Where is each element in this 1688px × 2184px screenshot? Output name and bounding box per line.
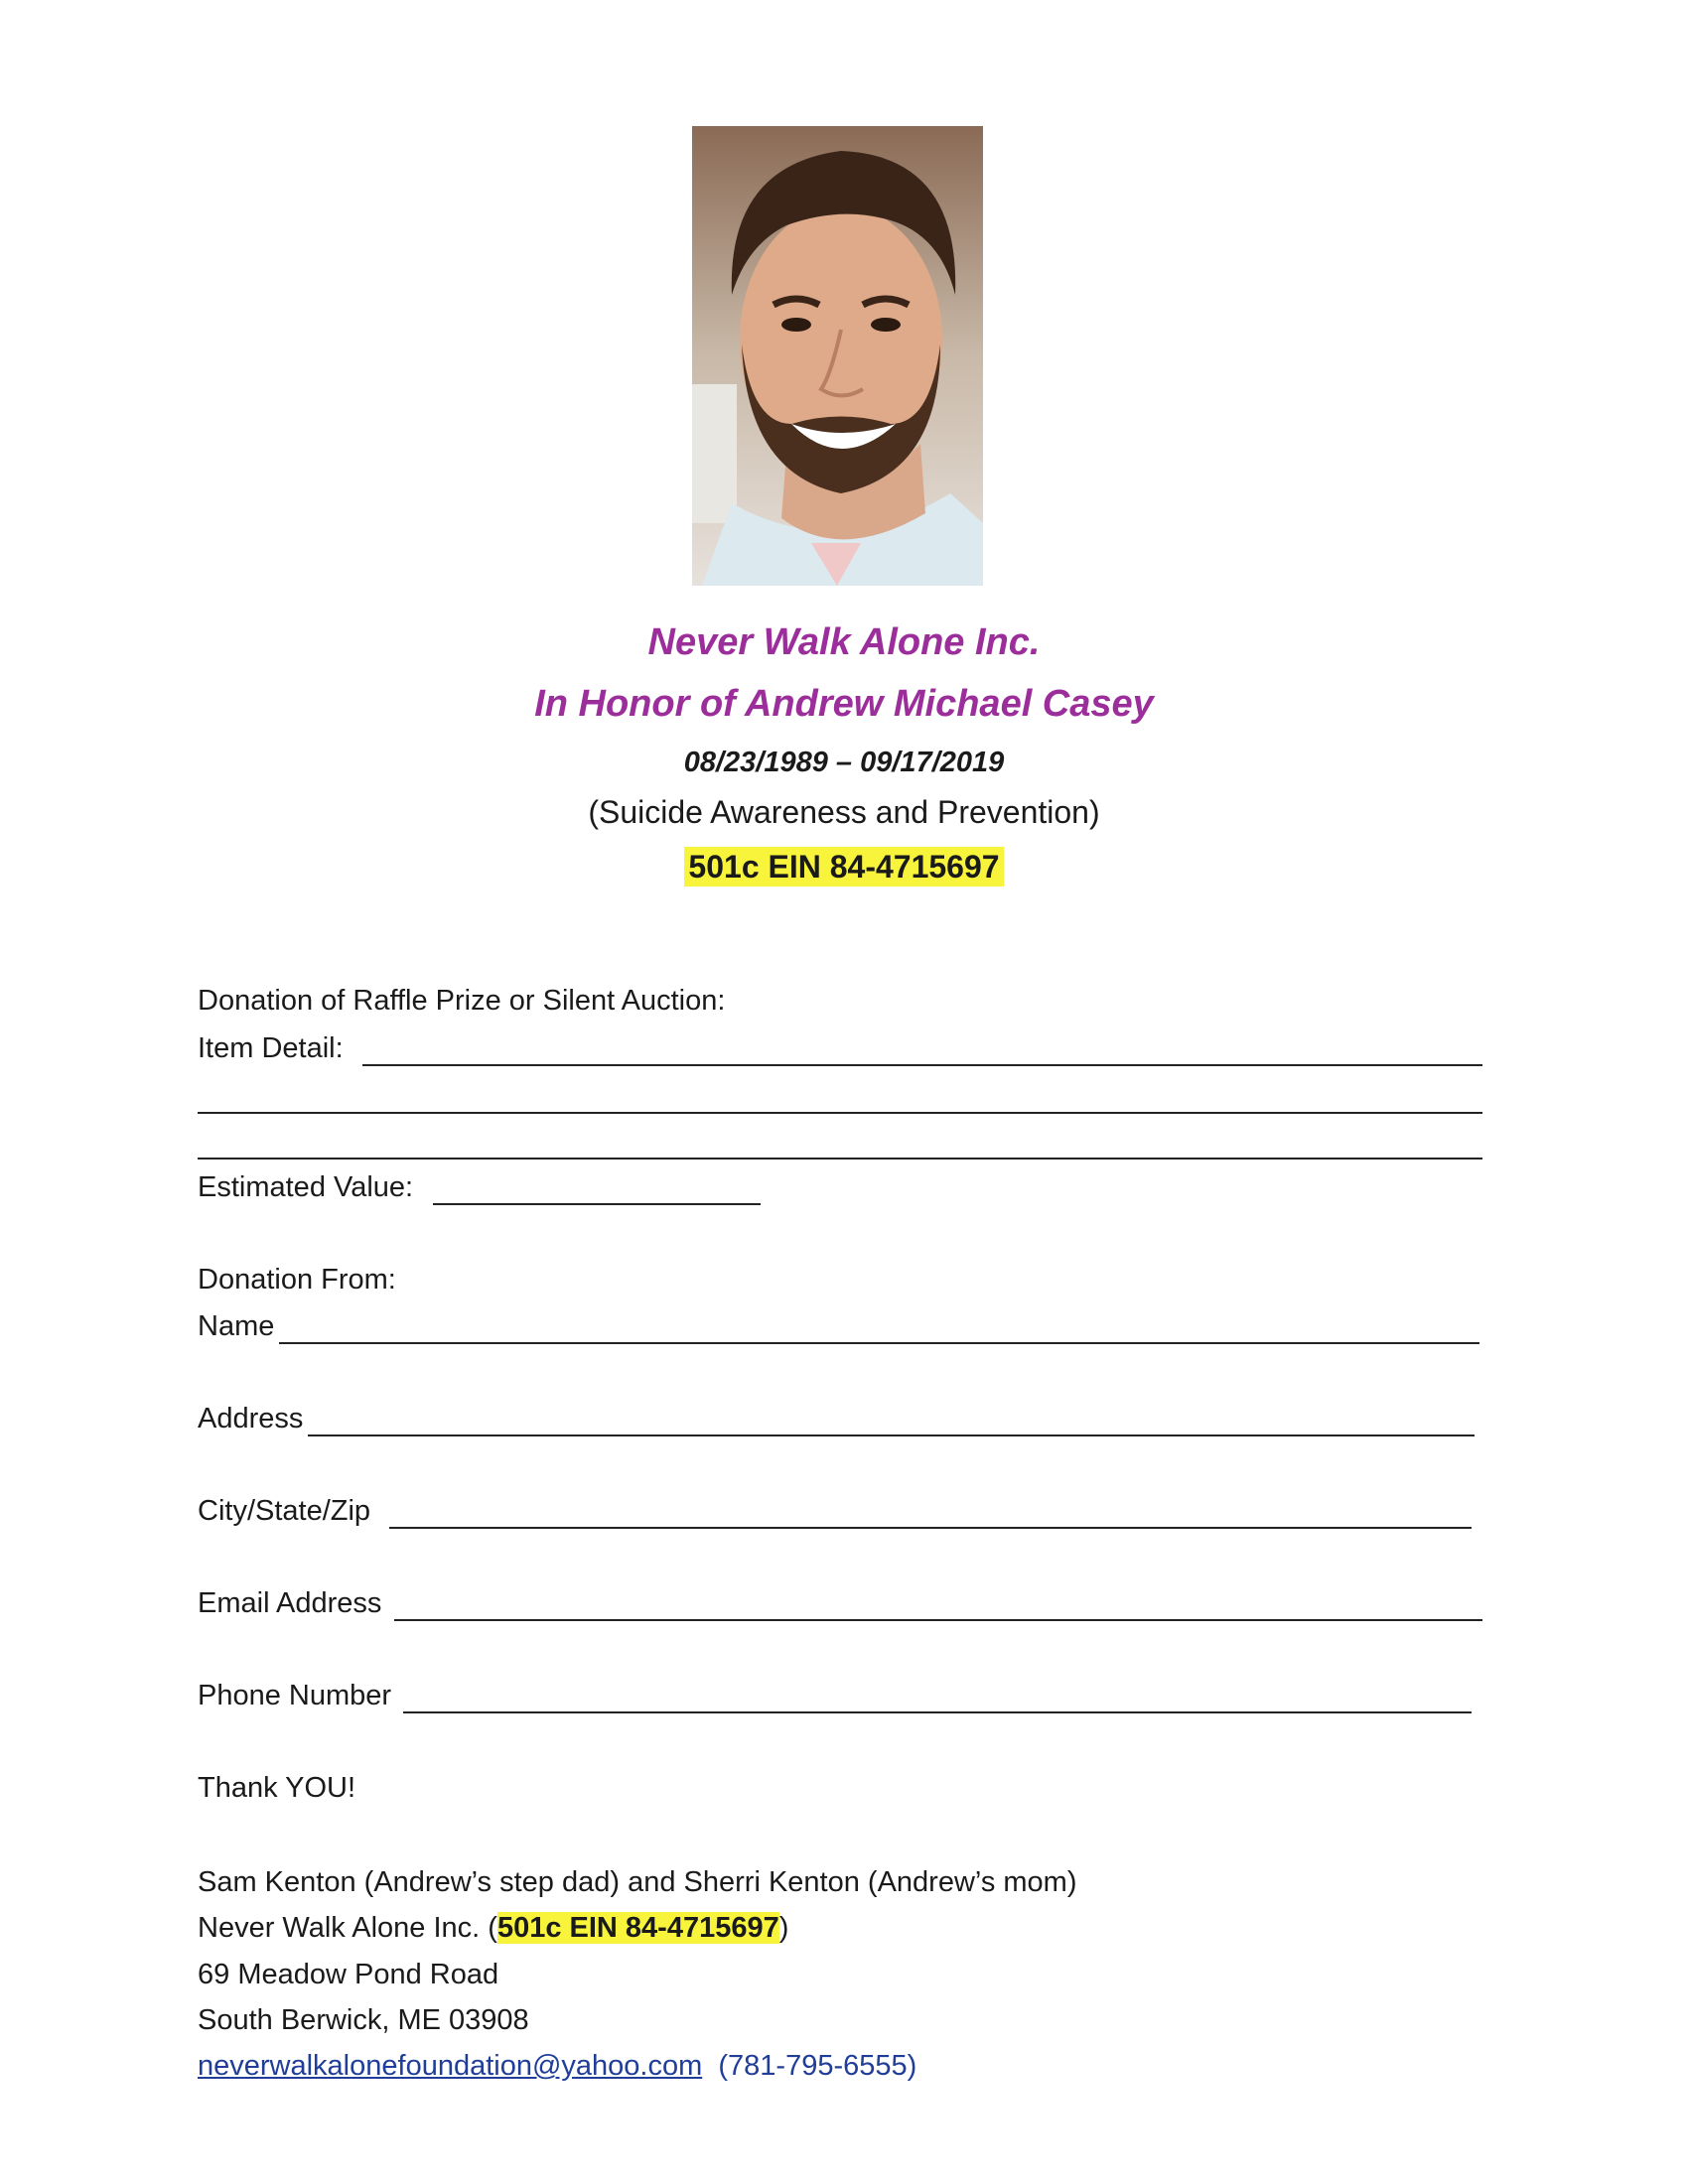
email-link[interactable]: neverwalkalonefoundation@yahoo.com [198, 2050, 703, 2082]
mission-statement: (Suicide Awareness and Prevention) [588, 794, 1100, 830]
city-state-zip-line[interactable] [389, 1495, 1472, 1529]
honor-line: In Honor of Andrew Michael Casey [534, 683, 1154, 725]
item-detail-line-1[interactable] [362, 1032, 1482, 1066]
phone-label: Phone Number [198, 1680, 392, 1711]
email-label: Email Address [198, 1587, 382, 1619]
portrait-illustration [692, 126, 983, 586]
thank-you-text: Thank YOU! [198, 1772, 356, 1804]
name-line[interactable] [279, 1310, 1479, 1344]
city-address: South Berwick, ME 03908 [198, 2004, 529, 2036]
donation-from-label: Donation From: [198, 1264, 396, 1296]
life-dates: 08/23/1989 – 09/17/2019 [683, 747, 1005, 778]
phone-line[interactable] [403, 1680, 1472, 1713]
section-title: Donation of Raffle Prize or Silent Auction: [198, 985, 726, 1017]
item-detail-line-3[interactable] [198, 1126, 1482, 1160]
estimated-value-label: Estimated Value: [198, 1171, 414, 1203]
signers-text: Sam Kenton (Andrew’s step dad) and Sherri Kenton (Andrew’s mom) [198, 1866, 1077, 1898]
contact-line [198, 2050, 916, 2083]
email-line[interactable] [394, 1587, 1482, 1621]
org-line-suffix: ) [778, 1912, 789, 1944]
phone-number: (781-795-6555) [718, 2050, 917, 2082]
item-detail-line-2[interactable] [198, 1080, 1482, 1114]
ein-badge: 501c EIN 84-4715697 [684, 847, 1003, 887]
estimated-value-line[interactable] [433, 1171, 761, 1205]
org-line-prefix: Never Walk Alone Inc. ( [198, 1912, 497, 1944]
org-line [198, 1912, 788, 1945]
portrait-photo [692, 126, 983, 586]
org-line-ein: 501c EIN 84-4715697 [496, 1912, 779, 1944]
name-label: Name [198, 1310, 275, 1342]
address-label: Address [198, 1403, 304, 1434]
street-address: 69 Meadow Pond Road [198, 1959, 499, 1990]
city-state-zip-label: City/State/Zip [198, 1495, 371, 1527]
address-line[interactable] [308, 1403, 1475, 1436]
item-detail-label: Item Detail: [198, 1032, 344, 1064]
org-name: Never Walk Alone Inc. [647, 621, 1041, 663]
